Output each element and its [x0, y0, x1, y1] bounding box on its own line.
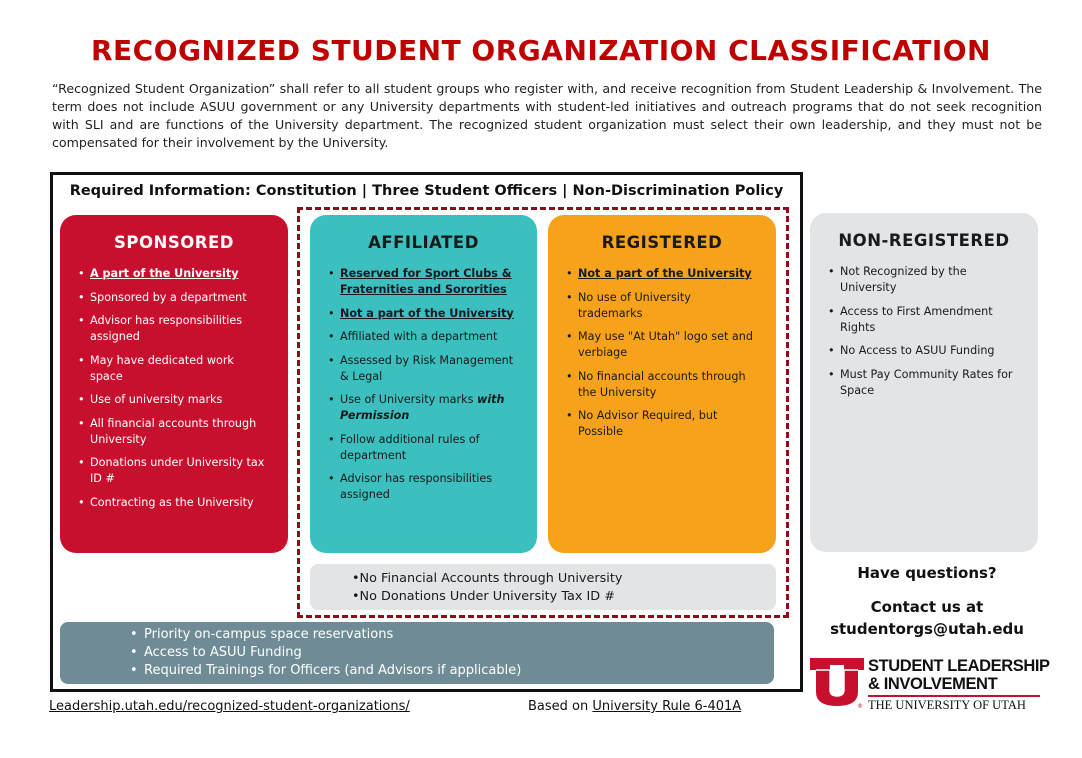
list-item: • Assessed by Risk Management & Legal [328, 353, 519, 385]
benefits-bar [60, 622, 774, 684]
benefit-item: • Access to ASUU Funding [130, 644, 774, 662]
list-item: • May use "At Utah" logo set and verbiage [566, 329, 758, 361]
contact-label: Contact us at [870, 598, 984, 616]
university-rule-link[interactable]: University Rule 6-401A [592, 699, 742, 714]
list-item: • Reserved for Sport Clubs & Fraternities and Sororities [328, 266, 519, 298]
list-item: • Access to First Amendment Rights [828, 304, 1020, 336]
registered-card [548, 215, 776, 553]
non-registered-heading: NON-REGISTERED [838, 231, 1010, 250]
list-item: • No financial accounts through the University [566, 369, 758, 401]
list-item: • All financial accounts through University [78, 416, 270, 448]
list-item: • Contracting as the University [78, 495, 270, 511]
list-item: • Use of University marks with Permission [328, 392, 519, 424]
affiliated-card [310, 215, 537, 553]
list-item: • No use of University trademarks [566, 290, 758, 322]
registered-heading: REGISTERED [601, 233, 723, 252]
affiliated-list [328, 266, 519, 503]
list-item: • Advisor has responsibilities assigned [328, 471, 519, 503]
benefit-item: • Required Trainings for Officers (and Advisors if applicable) [130, 662, 774, 680]
list-item: • Not a part of the University [566, 266, 758, 282]
intro-paragraph: “Recognized Student Organization” shall refer to all student groups who register with, and receive recognition from Student Leadership & Involvement. The term does not include ASUU government or any University departments with student-led initiatives and outreach programs that do not seek recognition with SLI and are functions of the University department. The recognized student organization must select their own leadership, and they must not be compensated for their involvement by the University. [52, 81, 1042, 150]
page-title: RECOGNIZED STUDENT ORGANIZATION CLASSIFICATION [90, 34, 991, 67]
logo-text-line1: STUDENT LEADERSHIP [868, 657, 1050, 675]
required-information-title: Required Information: Constitution | Three Student Officers | Non-Discrimination Policy [69, 183, 784, 199]
list-item: • Advisor has responsibilities assigned [78, 313, 270, 345]
list-item: • Must Pay Community Rates for Space [828, 367, 1020, 399]
sponsored-card [60, 215, 288, 553]
list-item: • Sponsored by a department [78, 290, 270, 306]
based-on-note [528, 699, 741, 714]
based-on-prefix: Based on [528, 699, 589, 714]
list-item: • Donations under University tax ID # [78, 455, 270, 487]
list-item: • Not Recognized by the University [828, 264, 1020, 296]
no-financial-box [310, 564, 776, 610]
sponsored-heading: SPONSORED [114, 233, 234, 252]
list-item: • No Advisor Required, but Possible [566, 408, 758, 440]
logo-text-line2: & INVOLVEMENT [868, 675, 998, 693]
no-financial-item: •No Donations Under University Tax ID # [352, 589, 615, 604]
svg-text:®: ® [857, 703, 863, 710]
contact-email[interactable]: studentorgs@utah.edu [830, 620, 1024, 638]
list-item: • Use of university marks [78, 392, 270, 408]
list-item: • Affiliated with a department [328, 329, 519, 345]
list-item: • Not a part of the University [328, 306, 519, 322]
list-item: • Follow additional rules of department [328, 432, 519, 464]
list-item: • May have dedicated work space [78, 353, 270, 385]
list-item: • A part of the University [78, 266, 270, 282]
no-financial-item: •No Financial Accounts through University [352, 571, 623, 586]
website-link[interactable]: Leadership.utah.edu/recognized-student-organizations/ [49, 699, 410, 714]
list-item: • No Access to ASUU Funding [828, 343, 1020, 359]
questions-heading: Have questions? [857, 564, 997, 582]
non-registered-list [828, 264, 1020, 399]
logo-divider [868, 695, 1040, 697]
registered-list [566, 266, 758, 440]
affiliated-heading: AFFILIATED [368, 233, 479, 252]
logo-text-line3: THE UNIVERSITY OF UTAH [868, 698, 1026, 712]
non-registered-card [810, 213, 1038, 552]
benefit-item: • Priority on-campus space reservations [130, 626, 774, 644]
sponsored-list [78, 266, 270, 511]
contact-block [812, 596, 1042, 640]
